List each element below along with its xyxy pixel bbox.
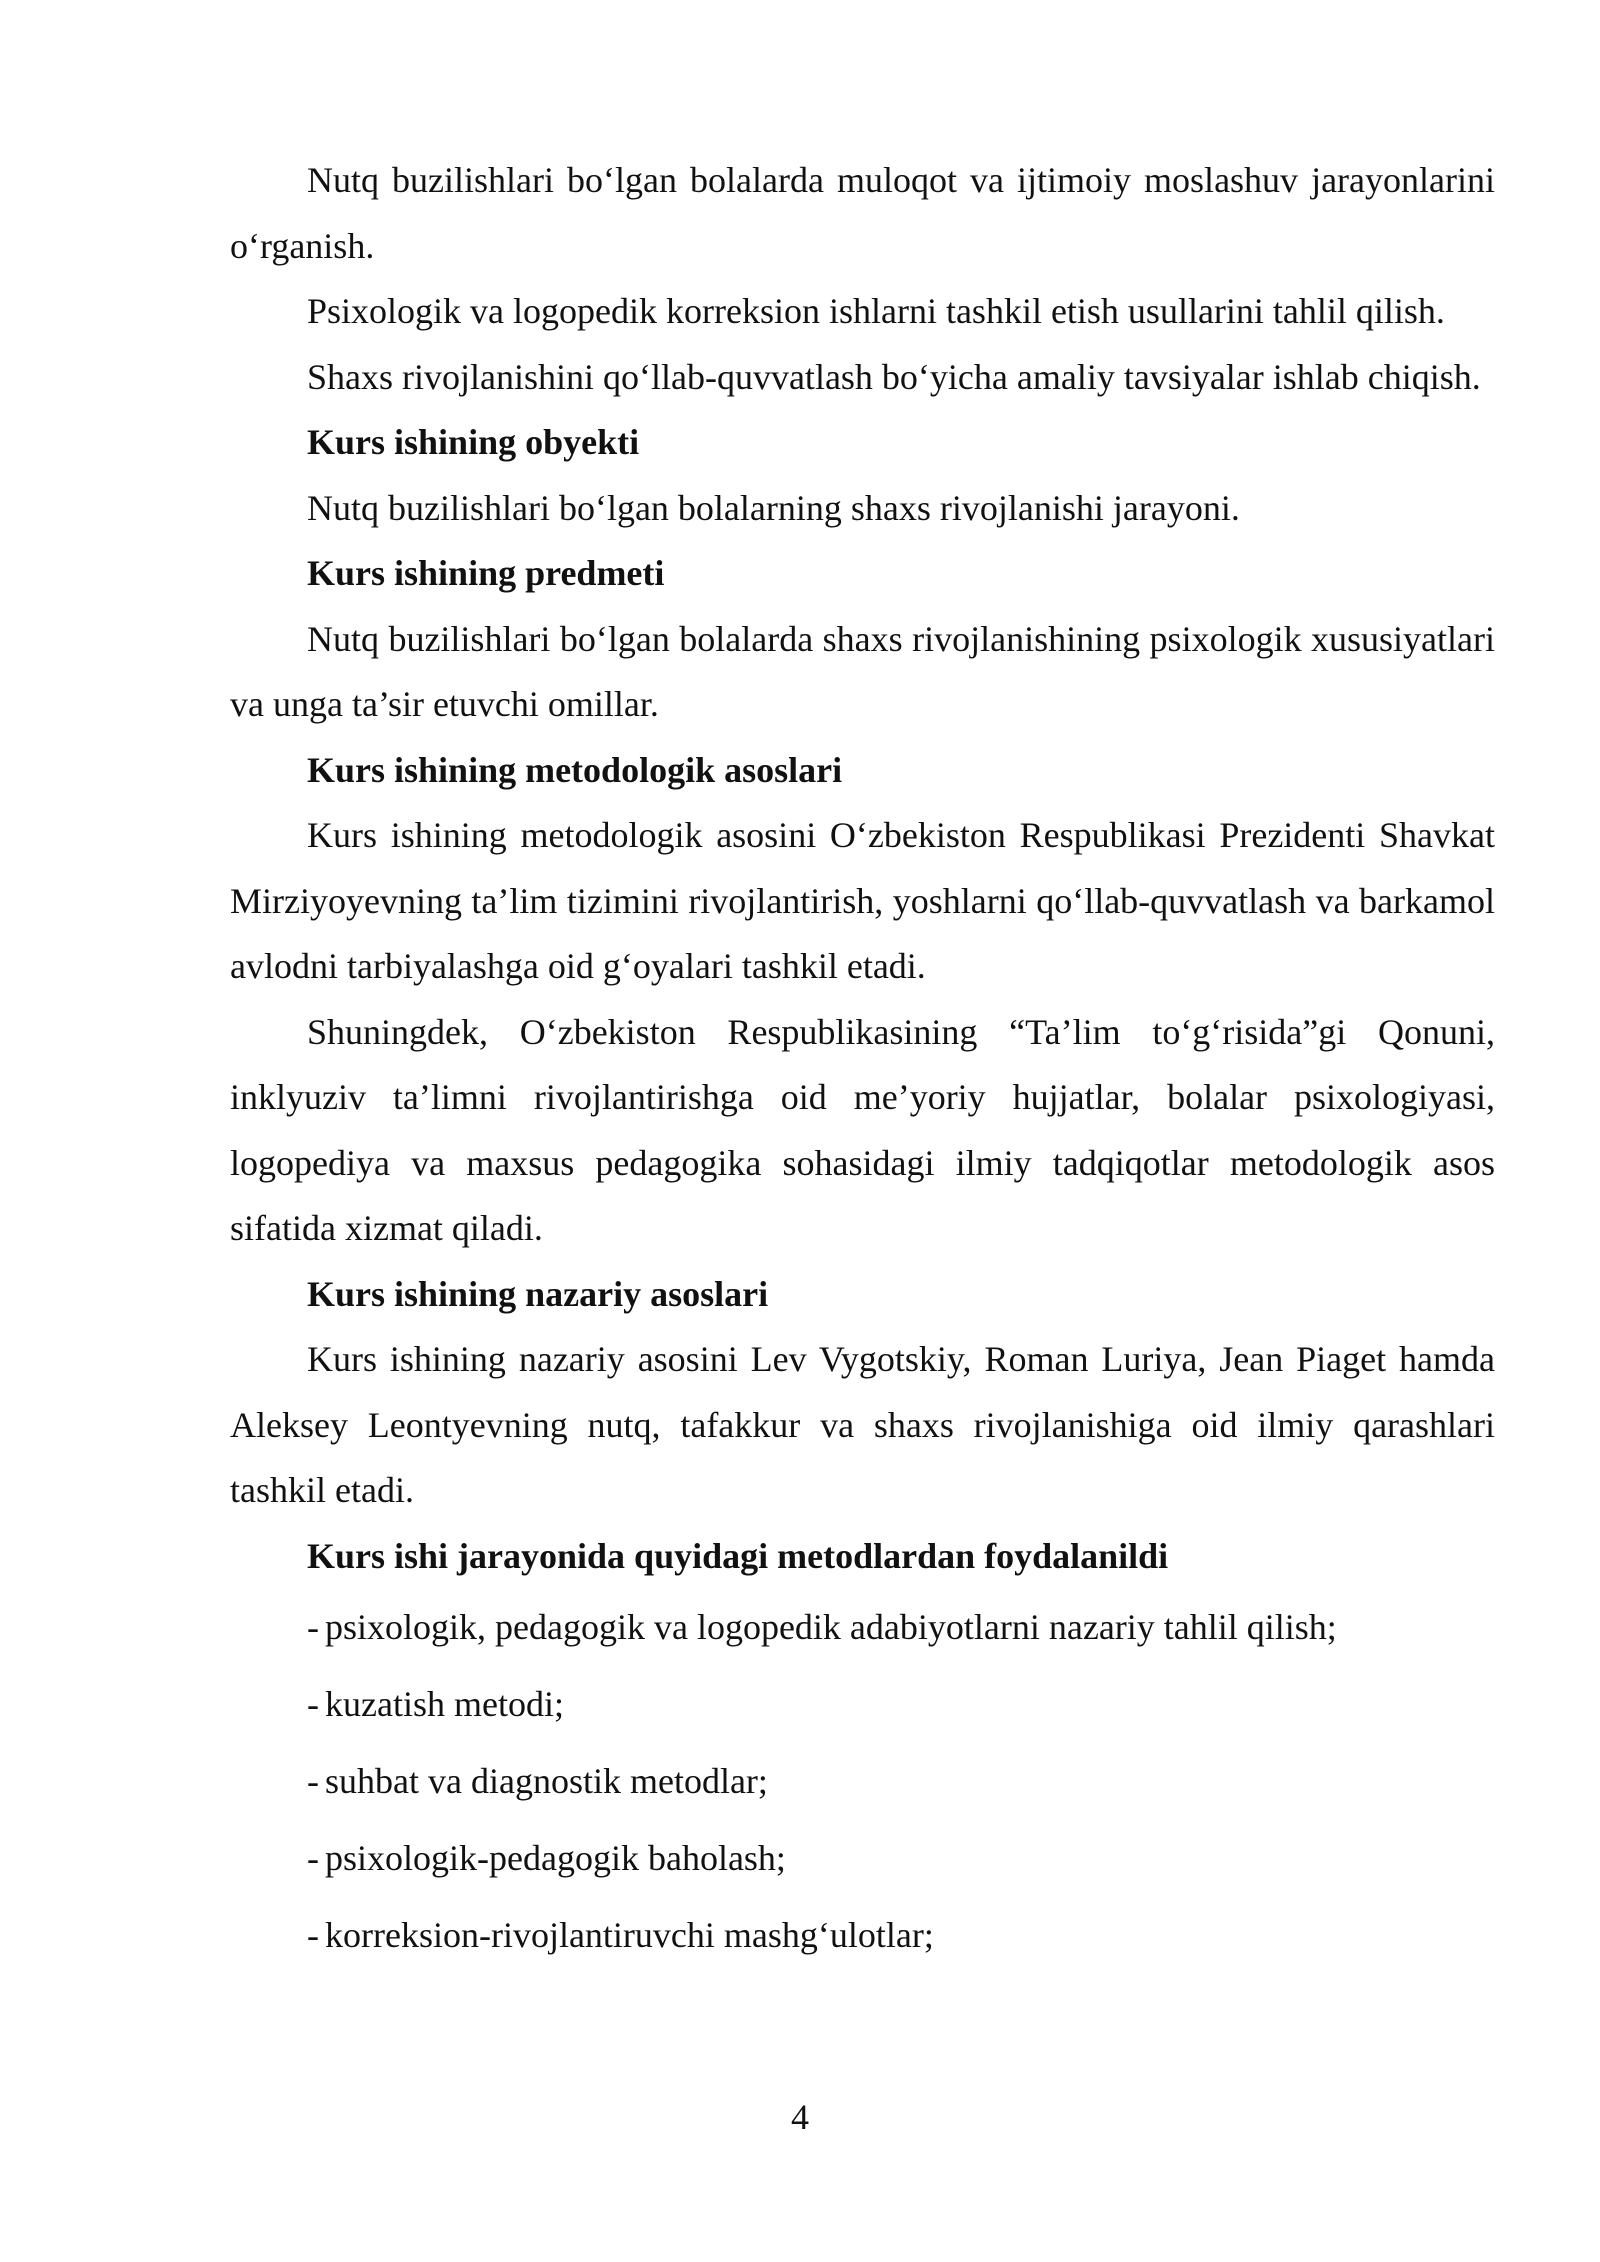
paragraph-object: Nutq buzilishlari bo‘lgan bolalarning shaxs rivojlanishi jarayoni. — [307, 487, 1240, 528]
list-item-text: korreksion-rivojlantiruvchi mashg‘ulotlar; — [325, 1915, 934, 1955]
list-dash: - — [307, 1607, 319, 1647]
heading-theory: Kurs ishining nazariy asoslari — [307, 1273, 769, 1314]
list-item — [307, 1666, 1495, 1743]
document-page — [230, 148, 1495, 1974]
heading-methodology: Kurs ishining metodologik asoslari — [307, 749, 843, 790]
list-item — [307, 1897, 1495, 1974]
paragraph-recommendations: Shaxs rivojlanishini qo‘llab-quvvatlash bo‘yicha amaliy tavsiyalar ishlab chiqish. — [307, 356, 1481, 397]
list-item — [307, 1589, 1495, 1666]
paragraph-methodology-1: Kurs ishining metodologik asosini O‘zbekiston Respublikasi Prezidenti Shavkat Mirziyoyevning ta’lim tizimini rivojlantirish, yoshlarni qo‘llab-quvvatlash va barkamol avlodni tarbiyalashga oid g‘oyalari tashkil etadi. — [230, 815, 1495, 986]
heading-subject: Kurs ishining predmeti — [307, 553, 665, 593]
list-item-text: kuzatish metodi; — [325, 1684, 564, 1724]
list-dash: - — [307, 1761, 319, 1801]
list-item-text: psixologik-pedagogik baholash; — [325, 1838, 786, 1878]
paragraph-subject: Nutq buzilishlari bo‘lgan bolalarda shaxs rivojlanishining psixologik xususiyatlari va unga ta’sir etuvchi omillar. — [230, 618, 1495, 724]
list-item — [307, 1820, 1495, 1897]
list-dash: - — [307, 1684, 319, 1724]
list-item-text: suhbat va diagnostik metodlar; — [325, 1761, 768, 1801]
page-number: 4 — [791, 2097, 809, 2137]
methods-list — [230, 1589, 1495, 1974]
paragraph-social-adaptation: Nutq buzilishlari bo‘lgan bolalarda muloqot va ijtimoiy moslashuv jarayonlarini o‘rganish. — [230, 160, 1495, 266]
paragraph-theory: Kurs ishining nazariy asosini Lev Vygotskiy, Roman Luriya, Jean Piaget hamda Aleksey Leontyevning nutq, tafakkur va shaxs rivojlanishiga oid ilmiy qarashlari tashkil etadi. — [230, 1339, 1495, 1510]
list-dash: - — [307, 1838, 319, 1878]
list-item-text: psixologik, pedagogik va logopedik adabiyotlarni nazariy tahlil qilish; — [325, 1607, 1337, 1647]
paragraph-methodology-2: Shuningdek, O‘zbekiston Respublikasining “Ta’lim to‘g‘risida”gi Qonuni, inklyuziv ta’limni rivojlantirishga oid me’yoriy hujjatlar, bolalar psixologiyasi, logopediya va maxsus pedagogika sohasidagi ilmiy tadqiqotlar metodologik asos sifatida xizmat qiladi. — [230, 1011, 1495, 1248]
list-item — [307, 1743, 1495, 1820]
list-dash: - — [307, 1915, 319, 1955]
paragraph-correction-methods: Psixologik va logopedik korreksion ishlarni tashkil etish usullarini tahlil qilish. — [307, 291, 1445, 331]
heading-methods: Kurs ishi jarayonida quyidagi metodlardan foydalanildi — [307, 1535, 1169, 1576]
heading-object: Kurs ishining obyekti — [307, 422, 640, 462]
